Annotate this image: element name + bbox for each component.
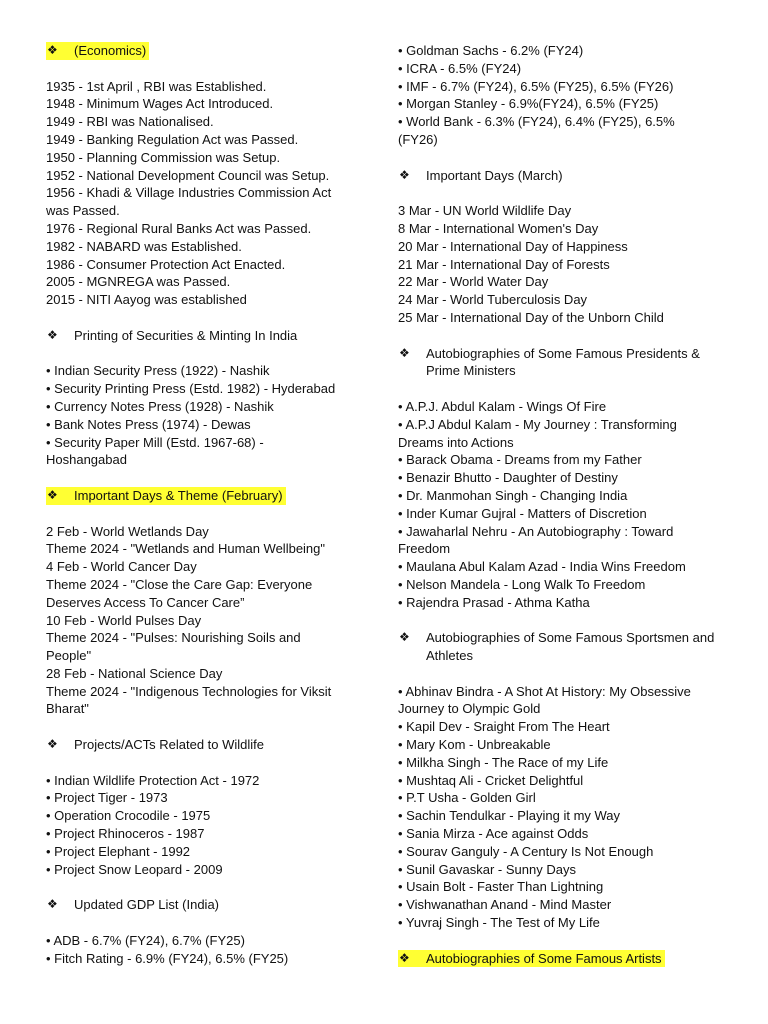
text-line: • Benazir Bhutto - Daughter of Destiny [398, 470, 618, 486]
spacer [46, 718, 358, 736]
text-line: • Security Printing Press (Estd. 1982) - Hyderabad [46, 381, 336, 397]
text-line: • Barack Obama - Dreams from my Father [398, 452, 642, 468]
text-line: • Rajendra Prasad - Athma Katha [398, 594, 590, 610]
diamond-bullet-icon: ❖ [47, 897, 58, 912]
text-line: 1949 - RBI was Nationalised. [46, 114, 214, 130]
spacer [398, 612, 724, 630]
diamond-bullet-icon: ❖ [399, 167, 410, 182]
text-line: • Maulana Abul Kalam Azad - India Wins Freedom [398, 559, 686, 575]
text-line: 10 Feb - World Pulses Day [46, 612, 202, 628]
text-line: • Vishwanathan Anand - Mind Master [398, 897, 612, 913]
section-heading-text: Important Days & Theme (February) [74, 487, 283, 503]
text-line: 1949 - Banking Regulation Act was Passed. [46, 131, 299, 147]
text-line: 21 Mar - International Day of Forests [398, 256, 610, 272]
text-line: • Sourav Ganguly - A Century Is Not Enough [398, 843, 654, 859]
text-line: Theme 2024 - "Close the Care Gap: Everyone [46, 576, 313, 592]
spacer [398, 665, 724, 683]
text-line: 1952 - National Development Council was Setup. [46, 167, 330, 183]
section-heading-text: Printing of Securities & Minting In India [74, 327, 298, 343]
text-line: 22 Mar - World Water Day [398, 274, 549, 290]
text-line: • Project Snow Leopard - 2009 [46, 861, 223, 877]
text-line: • Mushtaq Ali - Cricket Delightful [398, 772, 584, 788]
text-line: Theme 2024 - "Pulses: Nourishing Soils and [46, 630, 301, 646]
text-line: Freedom [398, 541, 451, 557]
heading-content [398, 629, 724, 665]
text-line: 4 Feb - World Cancer Day [46, 559, 197, 575]
section-heading-projects-acts-related-to-wildlife [46, 736, 358, 754]
spacer [46, 60, 358, 78]
text-line: • Milkha Singh - The Race of my Life [398, 754, 609, 770]
text-line: • Security Paper Mill (Estd. 1967-68) - [46, 434, 264, 450]
text-line: • ADB - 6.7% (FY24), 6.7% (FY25) [46, 932, 245, 948]
section-heading-important-days-theme-february [46, 487, 358, 505]
heading-content [398, 950, 665, 968]
spacer [46, 505, 358, 523]
text-line: 1950 - Planning Commission was Setup. [46, 149, 281, 165]
spacer [398, 149, 724, 167]
diamond-bullet-icon: ❖ [47, 327, 58, 342]
spacer [398, 932, 724, 950]
text-line: • IMF - 6.7% (FY24), 6.5% (FY25), 6.5% (FY26) [398, 78, 674, 94]
text-line: 2015 - NITI Aayog was established [46, 292, 247, 308]
spacer [46, 754, 358, 772]
heading-content [46, 327, 297, 345]
text-line: 1948 - Minimum Wages Act Introduced. [46, 96, 274, 112]
text-line: • A.P.J. Abdul Kalam - Wings Of Fire [398, 398, 607, 414]
section-heading-text: Autobiographies of Some Famous Sportsmen and Athletes [426, 630, 715, 664]
section-heading-autobiographies-of-some-famous-sportsmen [398, 629, 724, 665]
text-line: • Project Tiger - 1973 [46, 790, 168, 806]
section-heading-text: Updated GDP List (India) [74, 897, 219, 913]
spacer [46, 309, 358, 327]
section-heading-text: Autobiographies of Some Famous Presidents & Prime Ministers [426, 345, 700, 379]
text-line: • Yuvraj Singh - The Test of My Life [398, 915, 600, 931]
text-line: • Sachin Tendulkar - Playing it my Way [398, 808, 621, 824]
text-line: Deserves Access To Cancer Care” [46, 594, 245, 610]
text-line: 2005 - MGNREGA was Passed. [46, 274, 231, 290]
section-heading-important-days-march [398, 167, 724, 185]
section-heading-text: Important Days (March) [426, 167, 563, 183]
text-line: • Operation Crocodile - 1975 [46, 808, 211, 824]
section-heading-autobiographies-of-some-famous-artists [398, 950, 724, 968]
section-heading-updated-gdp-list-india [46, 896, 358, 914]
text-line: • Indian Wildlife Protection Act - 1972 [46, 772, 260, 788]
heading-content [46, 736, 264, 754]
text-line: • Abhinav Bindra - A Shot At History: My Obsessive [398, 683, 691, 699]
text-line: 25 Mar - International Day of the Unborn Child [398, 309, 664, 325]
text-line: • Bank Notes Press (1974) - Dewas [46, 416, 251, 432]
left-column [46, 42, 358, 967]
text-line: • A.P.J Abdul Kalam - My Journey : Transforming [398, 416, 677, 432]
text-line: Theme 2024 - "Wetlands and Human Wellbeing" [46, 541, 326, 557]
text-line: • Mary Kom - Unbreakable [398, 737, 551, 753]
section-heading-text: (Economics) [74, 43, 147, 58]
text-line: • Goldman Sachs - 6.2% (FY24) [398, 43, 584, 58]
spacer [46, 469, 358, 487]
text-line: Theme 2024 - "Indigenous Technologies for Viksit [46, 683, 332, 699]
text-line: • Project Rhinoceros - 1987 [46, 826, 205, 842]
text-line: was Passed. [46, 203, 120, 219]
spacer [398, 327, 724, 345]
heading-content [398, 345, 724, 381]
diamond-bullet-icon: ❖ [399, 950, 410, 965]
section-heading-text: Autobiographies of Some Famous Artists [426, 950, 662, 966]
text-line: Dreams into Actions [398, 434, 514, 450]
section-heading-economics [46, 42, 358, 60]
diamond-bullet-icon: ❖ [399, 630, 410, 645]
text-line: Journey to Olympic Gold [398, 701, 541, 717]
diamond-bullet-icon: ❖ [47, 487, 58, 502]
text-line: 2 Feb - World Wetlands Day [46, 523, 209, 539]
text-line: • Currency Notes Press (1928) - Nashik [46, 398, 274, 414]
diamond-bullet-icon: ❖ [399, 345, 410, 360]
text-line: • Project Elephant - 1992 [46, 843, 191, 859]
heading-content [46, 896, 219, 914]
text-line: • ICRA - 6.5% (FY24) [398, 60, 522, 76]
spacer [46, 878, 358, 896]
text-line: • Dr. Manmohan Singh - Changing India [398, 487, 628, 503]
heading-content [46, 487, 286, 505]
text-line: • Morgan Stanley - 6.9%(FY24), 6.5% (FY25) [398, 96, 659, 112]
section-heading-printing-of-securities-minting-in-india [46, 327, 358, 345]
text-line: • Jawaharlal Nehru - An Autobiography : Toward [398, 523, 674, 539]
text-line: • Usain Bolt - Faster Than Lightning [398, 879, 604, 895]
text-line: • P.T Usha - Golden Girl [398, 790, 536, 806]
text-line: People" [46, 648, 92, 664]
text-line: (FY26) [398, 131, 438, 147]
text-line: • Inder Kumar Gujral - Matters of Discretion [398, 505, 647, 521]
text-line: • Sunil Gavaskar - Sunny Days [398, 861, 576, 877]
section-heading-autobiographies-of-some-famous-president [398, 345, 724, 381]
diamond-bullet-icon: ❖ [47, 737, 58, 752]
spacer [46, 914, 358, 932]
spacer [398, 380, 724, 398]
text-line: • Sania Mirza - Ace against Odds [398, 826, 589, 842]
text-line: 1935 - 1st April , RBI was Established. [46, 78, 267, 94]
spacer [398, 184, 724, 202]
text-line: Hoshangabad [46, 452, 127, 468]
text-line: • Fitch Rating - 6.9% (FY24), 6.5% (FY25) [46, 950, 289, 966]
text-line: 8 Mar - International Women's Day [398, 220, 599, 236]
heading-content [46, 42, 149, 60]
heading-content [398, 167, 563, 185]
text-line: • World Bank - 6.3% (FY24), 6.4% (FY25), 6.5% [398, 114, 675, 130]
text-line: 20 Mar - International Day of Happiness [398, 238, 628, 254]
text-line: • Kapil Dev - Sraight From The Heart [398, 719, 610, 735]
spacer [46, 345, 358, 363]
text-line: 1986 - Consumer Protection Act Enacted. [46, 256, 286, 272]
section-heading-text: Projects/ACTs Related to Wildlife [74, 737, 265, 753]
text-line: 1976 - Regional Rural Banks Act was Passed. [46, 220, 312, 236]
text-line: • Nelson Mandela - Long Walk To Freedom [398, 576, 646, 592]
text-line: 28 Feb - National Science Day [46, 665, 223, 681]
diamond-bullet-icon: ❖ [47, 43, 58, 57]
text-line: Bharat" [46, 701, 89, 717]
text-line: • Indian Security Press (1922) - Nashik [46, 363, 270, 379]
text-line: 3 Mar - UN World Wildlife Day [398, 203, 572, 219]
right-column [398, 42, 724, 967]
text-line: 1982 - NABARD was Established. [46, 238, 242, 254]
text-line: 1956 - Khadi & Village Industries Commission Act [46, 185, 332, 201]
text-line: 24 Mar - World Tuberculosis Day [398, 292, 588, 308]
